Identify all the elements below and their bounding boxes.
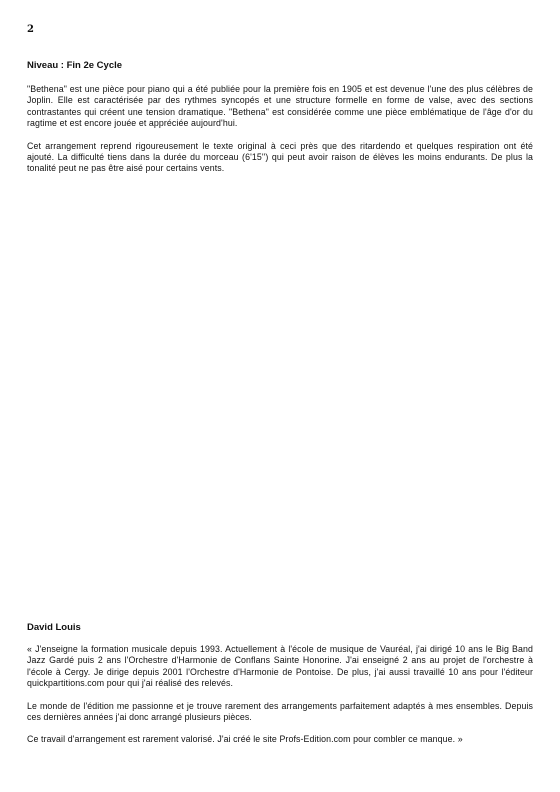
author-heading: David Louis bbox=[27, 622, 81, 633]
page-number: 2 bbox=[27, 24, 34, 35]
author-biography bbox=[27, 644, 533, 746]
level-heading: Niveau : Fin 2e Cycle bbox=[27, 60, 123, 71]
arrangement-notes-paragraph: Cet arrangement reprend rigoureusement le texte original à ceci près que des ritardendo et quelques respiration ont été ajouté. La difficulté tiens dans la durée du morceau (6'15'') qui peut avoir raison de élèves les moins endurants. De plus la tonalité peut ne pas être aisé pour certains vents. bbox=[27, 140, 533, 174]
work-description-paragraph: "Bethena" est une pièce pour piano qui a été publiée pour la première fois en 1905 et est devenue l'une des plus célèbres de Joplin. Elle est caractérisée par des rythmes syncopés et une structure formelle en forme de valse, avec des sections contrastantes qui créent une tension dramatique. "Bethena" est considérée comme une pièce emblématique de l'âge d'or du ragtime et est encore jouée et appréciée aujourd'hui. bbox=[27, 84, 533, 129]
author-passion-paragraph: Le monde de l'édition me passionne et je trouve rarement des arrangements parfaitement adaptés à mes ensembles. Depuis ces dernières années j'ai donc arrangé plusieurs pièces. bbox=[27, 700, 533, 723]
level-description bbox=[27, 84, 533, 175]
author-bio-paragraph: « J'enseigne la formation musicale depuis 1993. Actuellement à l'école de musique de Vauréal, j'ai dirigé 10 ans le Big Band Jazz Gardé puis 2 ans l'Orchestre d'Harmonie de Conflans Sainte Honorine. J'ai enseigné 2 ans au projet de l'orchestre à l'école à Cergy. Je dirige depuis 2001 l'Orchestre d'Harmonie de Pontoise. De plus, j'ai aussi travaillé 10 ans pour l'éditeur quickpartitions.com pour qui j'ai réalisé des relevés. bbox=[27, 644, 533, 689]
author-closing-paragraph: Ce travail d'arrangement est rarement valorisé. J'ai créé le site Profs-Edition.com pour combler ce manque. » bbox=[27, 734, 463, 745]
